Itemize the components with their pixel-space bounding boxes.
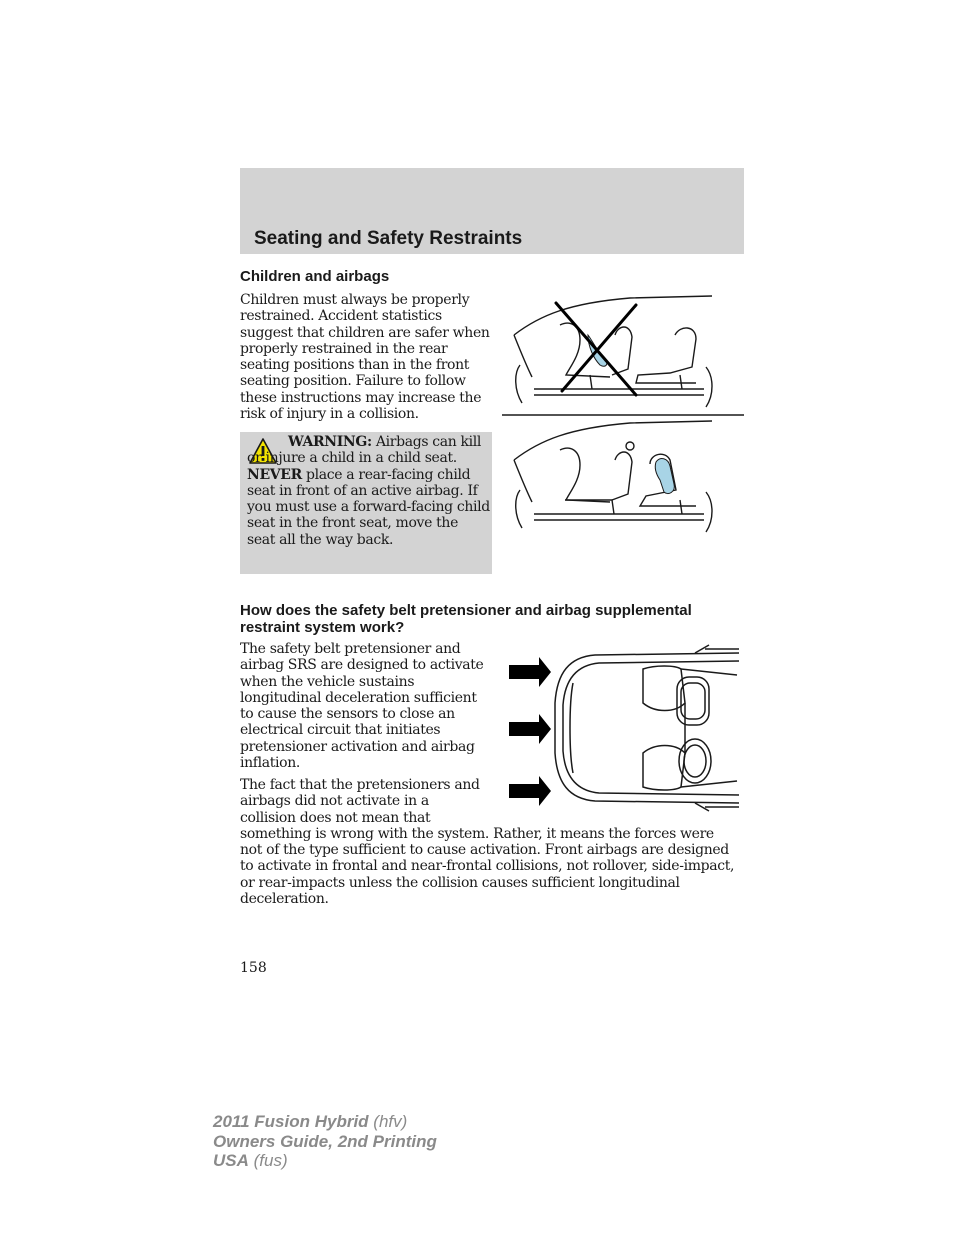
impact-arrow-icon [509, 657, 551, 687]
section-title: Seating and Safety Restraints [254, 228, 523, 249]
footer-model-line [213, 1112, 437, 1132]
pretensioner-heading: How does the safety belt pretensioner and airbag supplemental restraint system work? [240, 602, 692, 636]
footer-model-code: (hfv) [373, 1112, 408, 1131]
frontal-impact-figure [505, 643, 741, 813]
pretensioner-paragraph-2-text: The fact that the pretensioners and airbags did not activate in a collision does not mean that something is wrong with the system. Rather, it means the forces were not of the type sufficient to cause activation. Front airbags are designed to activate in frontal and near-frontal collisions, not rollover, side-impact, or rear-impacts unless the collision causes sufficient longitudinal deceleration. [240, 777, 735, 908]
footer-region-code: (fus) [253, 1151, 288, 1170]
pretensioner-paragraph-1: The safety belt pretensioner and airbag SRS are designed to activate when the vehicle sustains longitudinal deceleration sufficient to cause the sensors to close an electrical circuit that initiates pretensioner activation and airbag inflation. [240, 641, 484, 772]
warning-text [247, 434, 490, 548]
impact-arrow-icon [509, 776, 551, 806]
children-airbags-paragraph: Children must always be properly restrained. Accident statistics suggest that children are safer when properly restrained in the rear seating positions than in the front seating position. Failure to follow these instructions may increase the risk of injury in a collision. [240, 292, 490, 423]
child-seat-front-crossed-figure [500, 295, 746, 420]
footer-guide: Owners Guide, 2nd Printing [213, 1131, 437, 1151]
warning-text-part-2: place a rear-facing child seat in front of an active airbag. If you must use a forward-facing child seat in the front seat, move the seat all the way back. [247, 466, 490, 548]
page-number: 158 [240, 960, 267, 976]
warning-emphasis: NEVER [247, 466, 302, 483]
impact-arrow-icon [509, 714, 551, 744]
footer-region: USA [213, 1151, 249, 1170]
footer-model: 2011 Fusion Hybrid [213, 1112, 369, 1131]
footer [213, 1112, 437, 1171]
warning-label: WARNING: [288, 434, 372, 450]
child-seat-rear-figure [500, 420, 746, 545]
footer-region-line [213, 1151, 437, 1171]
footer-guide-line [213, 1132, 437, 1152]
warning-text-part-1: Airbags can kill or injure a child in a child seat. [247, 434, 482, 467]
children-airbags-heading: Children and airbags [240, 268, 390, 285]
